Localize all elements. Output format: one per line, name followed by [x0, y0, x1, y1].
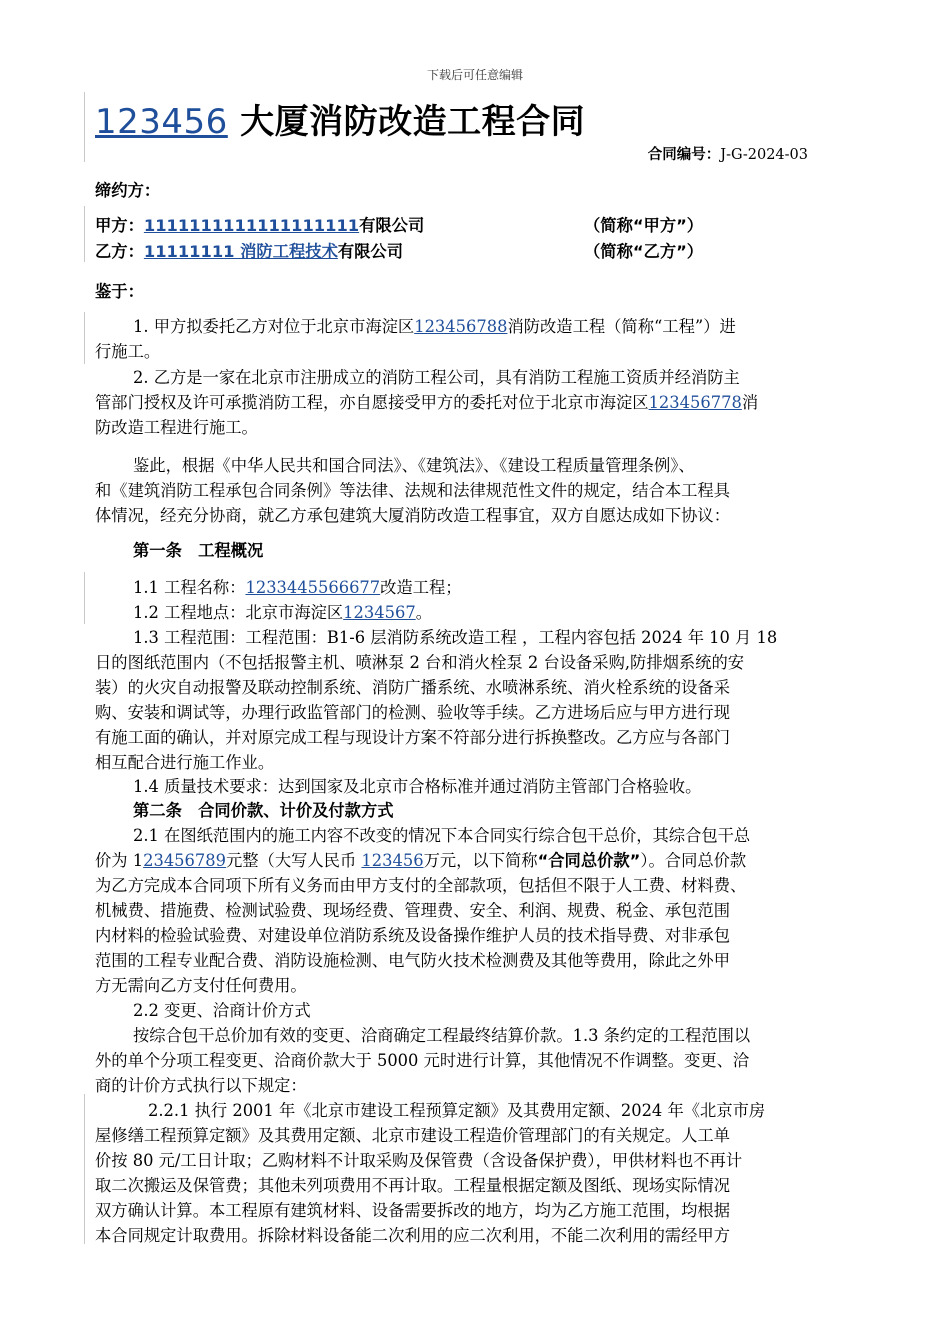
party-b-label: 乙方：: [95, 242, 144, 261]
margin-bar: [84, 572, 85, 624]
art2-p221-line: 价按 80 元/工日计取；乙购材料不计取采购及保管费（含设备保护费），甲供材料也不再计: [95, 1151, 743, 1170]
art2-p1-line: 2.1 在图纸范围内的施工内容不改变的情况下本合同实行综合包干总价，其综合包干总: [133, 826, 751, 845]
art2-p1-line: 方无需向乙方支付任何费用。: [95, 976, 307, 995]
whereas-2-line-1: 2. 乙方是一家在北京市注册成立的消防工程公司，具有消防工程施工资质并经消防主: [133, 368, 740, 387]
art1-s2-label: 1.2 工程地点：北京市海淀区: [133, 603, 344, 622]
basis-line-1: 鉴此，根据《中华人民共和国合同法》、《建筑法》、《建设工程质量管理条例》、: [133, 456, 695, 475]
article-2-heading: 第二条 合同价款、计价及付款方式: [133, 801, 394, 820]
art2-text: ）。合同总价款: [640, 851, 747, 870]
art1-s2-link[interactable]: 1234567: [343, 603, 416, 622]
party-b-abbr: （简称“乙方”）: [584, 242, 704, 261]
header-note: 下载后可任意编辑: [426, 68, 523, 82]
party-a-abbr: （简称“甲方”）: [584, 216, 704, 235]
parties-heading: 缔约方：: [95, 181, 161, 200]
art1-s2-suffix: 。: [415, 603, 432, 622]
whereas-1-line-1: [133, 316, 736, 338]
art2-amount-link[interactable]: 123456: [361, 851, 424, 870]
whereas-heading: 鉴于：: [95, 282, 144, 301]
art2-p221-line: 屋修缮工程预算定额》及其费用定额、北京市建设工程造价管理部门的有关规定。人工单: [95, 1126, 730, 1145]
art1-s3-line: 有施工面的确认，并对原完成工程与现设计方案不符部分进行拆换整改。乙方应与各部门: [95, 728, 730, 747]
art1-s3-line: 1.3 工程范围：工程范围：B1-6 层消防系统改造工程 ，工程内容包括 2024 年 10 月 18: [133, 628, 778, 647]
whereas-1-text: 消防改造工程（简称“工程”）进: [507, 317, 736, 336]
art2-text: 价为 1: [95, 851, 144, 870]
whereas-2-line-3: 防改造工程进行施工。: [95, 418, 258, 437]
art2-p22-line: 按综合包干总价加有效的变更、洽商确定工程最终结算价款。1.3 条约定的工程范围以: [133, 1026, 751, 1045]
title-number-link[interactable]: 123456: [95, 102, 228, 142]
party-a-suffix: 有限公司: [359, 216, 425, 235]
whereas-2-text: 消: [741, 393, 759, 412]
art1-s1-label: 1.1 工程名称：: [133, 578, 246, 597]
art1-s1-link[interactable]: 1233445566677: [245, 578, 381, 597]
art1-s3-line: 购、安装和调试等，办理行政监管部门的检测、验收等手续。乙方进场后应与甲方进行现: [95, 703, 730, 722]
art2-text: 元整（大写人民币: [225, 851, 362, 870]
art2-s22: 2.2 变更、洽商计价方式: [133, 1001, 311, 1020]
margin-bar: [84, 1094, 85, 1244]
art2-p1-line: 机械费、措施费、检测试验费、现场经费、管理费、安全、利润、规费、税金、承包范围: [95, 901, 730, 920]
contract-number: [648, 143, 808, 164]
art2-p221-line: 双方确认计算。本工程原有建筑材料、设备需要拆改的地方，均为乙方施工范围，均根据: [95, 1201, 730, 1220]
margin-bar: [84, 92, 85, 162]
basis-line-3: 体情况，经充分协商，就乙方承包建筑大厦消防改造工程事宜，双方自愿达成如下协议：: [95, 506, 730, 525]
article-1-heading: 第一条 工程概况: [133, 541, 264, 560]
art2-p221-line: 本合同规定计取费用。拆除材料设备能二次利用的应二次利用，不能二次利用的需经甲方: [95, 1226, 730, 1245]
art1-s2: [133, 602, 432, 624]
art2-p22-line: 商的计价方式执行以下规定：: [95, 1076, 307, 1095]
party-b: [95, 241, 403, 263]
art2-defined-term: “合同总价款”: [537, 851, 641, 870]
art1-s3-line: 相互配合进行施工作业。: [95, 753, 275, 772]
art1-s4: 1.4 质量技术要求：达到国家及北京市合格标准并通过消防主管部门合格验收。: [133, 777, 702, 796]
party-a-name-link[interactable]: 1111111111111111111: [143, 216, 360, 235]
document-title: [95, 94, 585, 143]
contract-number-label: 合同编号：: [647, 147, 721, 163]
art1-s1-suffix: 改造工程；: [380, 578, 462, 597]
whereas-2-text: 管部门授权及许可承揽消防工程，亦自愿接受甲方的委托对位于北京市海淀区: [95, 393, 649, 412]
title-text: 大厦消防改造工程合同: [240, 102, 586, 142]
party-a-label: 甲方：: [95, 216, 144, 235]
whereas-2-line-2: [95, 392, 758, 414]
art2-p221-line: 取二次搬运及保管费；其他未列项费用不再计取。工程量根据定额及图纸、现场实际情况: [95, 1176, 730, 1195]
whereas-2-link[interactable]: 123456778: [648, 393, 742, 412]
party-b-name-link[interactable]: 11111111 消防工程技术: [143, 242, 338, 261]
whereas-1-link[interactable]: 123456788: [414, 317, 508, 336]
margin-bar: [84, 206, 85, 262]
art2-p1-line: 为乙方完成本合同项下所有义务而由甲方支付的全部款项，包括但不限于人工费、材料费、: [95, 876, 747, 895]
whereas-1-text: 1. 甲方拟委托乙方对位于北京市海淀区: [133, 317, 415, 336]
whereas-1-line-2: 行施工。: [95, 342, 161, 361]
party-b-suffix: 有限公司: [337, 242, 403, 261]
art1-s3-line: 装）的火灾自动报警及联动控制系统、消防广播系统、水喷淋系统、消火栓系统的设备采: [95, 678, 730, 697]
art2-text: 万元，以下简称: [423, 851, 538, 870]
art2-p1-line: [95, 850, 746, 872]
basis-line-2: 和《建筑消防工程承包合同条例》等法律、法规和法律规范性文件的规定，结合本工程具: [95, 481, 730, 500]
art1-s1: [133, 577, 462, 599]
party-a: [95, 215, 424, 237]
art2-p22-line: 外的单个分项工程变更、洽商价款大于 5000 元时进行计算，其他情况不作调整。变更、洽: [95, 1051, 750, 1070]
art2-p1-line: 内材料的检验试验费、对建设单位消防系统及设备操作维护人员的技术指导费、对非承包: [95, 926, 730, 945]
contract-number-value: J-G-2024-03: [720, 147, 808, 163]
art1-s3-line: 日的图纸范围内（不包括报警主机、喷淋泵 2 台和消火栓泵 2 台设备采购,防排烟系统的安: [95, 653, 745, 672]
art2-p1-line: 范围的工程专业配合费、消防设施检测、电气防火技术检测费及其他等费用，除此之外甲: [95, 951, 730, 970]
margin-bar: [84, 312, 85, 364]
art2-p221-line: 2.2.1 执行 2001 年《北京市建设工程预算定额》及其费用定额、2024 年《北京市房: [148, 1101, 766, 1120]
art2-price-link[interactable]: 23456789: [143, 851, 226, 870]
